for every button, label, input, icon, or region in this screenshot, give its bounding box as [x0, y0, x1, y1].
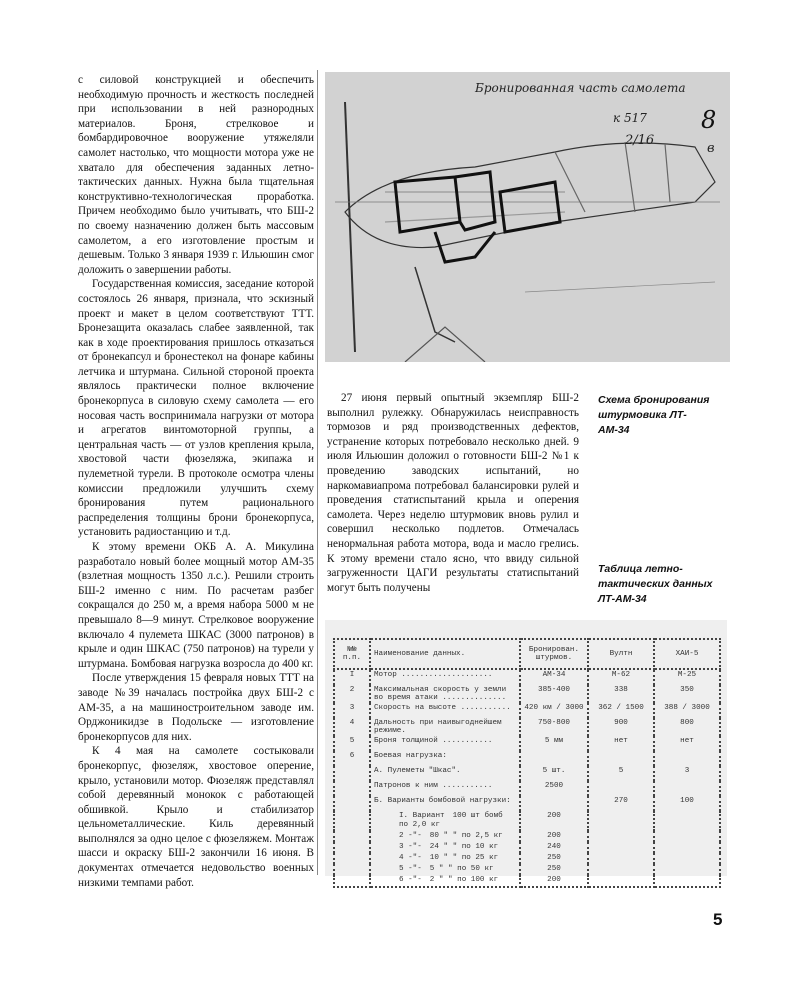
row-khai5: 3: [654, 766, 720, 781]
table-row: [334, 703, 720, 718]
bomb-variant-desc: [370, 811, 520, 831]
table-row: [334, 718, 720, 736]
header-armored: Бронирован. штурмов.: [520, 639, 588, 669]
bomb-variant-desc: [370, 864, 520, 875]
row-khai5: нет: [654, 736, 720, 751]
row-vultee: 270: [588, 796, 654, 811]
empty-cell: [654, 811, 720, 831]
handwritten-mark: в: [707, 141, 715, 156]
row-khai5: [654, 751, 720, 766]
header-khai5: ХАИ-5: [654, 639, 720, 669]
row-number: [334, 796, 370, 811]
bomb-variant-desc: [370, 853, 520, 864]
row-number: [334, 781, 370, 796]
empty-cell: [654, 842, 720, 853]
row-khai5: [654, 781, 720, 796]
empty-cell: [588, 875, 654, 887]
row-number: I: [334, 669, 370, 685]
empty-cell: [588, 842, 654, 853]
empty-cell: [334, 831, 370, 842]
variant-total-kg: 200: [520, 831, 588, 842]
table-row: [334, 796, 720, 811]
table-caption: Таблица летно-тактических данных ЛТ-АМ-34: [598, 563, 713, 605]
row-khai5: 100: [654, 796, 720, 811]
bomb-variant-row: [334, 864, 720, 875]
row-vultee: 900: [588, 718, 654, 736]
empty-cell: [334, 853, 370, 864]
bomb-variant-row: [334, 831, 720, 842]
variant-label: 4 -"-: [399, 854, 422, 862]
variant-label: I. Вариант: [399, 812, 445, 820]
variant-label: 3 -"-: [399, 843, 422, 851]
row-vultee: нет: [588, 736, 654, 751]
variant-bombs: 2 " " по 100 кг: [429, 876, 499, 884]
variant-total-kg: 200: [520, 875, 588, 887]
table-row: [334, 766, 720, 781]
variant-bombs: 80 " " по 2,5 кг: [429, 832, 503, 840]
empty-cell: [588, 811, 654, 831]
row-vultee: 5: [588, 766, 654, 781]
paragraph: К 4 мая на самолете состыковали бронекорпус, фюзеляж, хвостовое оперение, крыло, установили мотор. Фюзеляж представлял собой деревянный монокок с работающей обшивкой. Крыло и стабилизатор цельнометаллические. Киль деревянный выполнялся за одно целое с фюзеляжем. Монтаж шасси и окраску БШ-2 закончили 16 июня. В документах отмечается недовольство военных низкими темпами работ.: [78, 745, 314, 889]
variant-total-kg: 250: [520, 853, 588, 864]
row-number: 5: [334, 736, 370, 751]
row-khai5: М-25: [654, 669, 720, 685]
row-name: Патронов к ним ...........: [370, 781, 520, 796]
row-armored: 2500: [520, 781, 588, 796]
row-khai5: 800: [654, 718, 720, 736]
header-name: Наименование данных.: [370, 639, 520, 669]
variant-bombs: 5 " " по 50 кг: [429, 865, 494, 873]
paragraph: К этому времени ОКБ А. А. Микулина разработало новый более мощный мотор АМ-35 (взлетная мощность 1350 л.с.). Решили строить БШ-2 именно с ним. По расчетам разбег сокращался до 250 м, а время набора 5000 м не превышало 8—9 минут. Стрелковое вооружение включало 4 пулемета ШКАС (3000 патронов) в крыле и один ШКАС (750 патронов) на турели у штурмана. Бомбовая нагрузка возросла до 400 кг.: [78, 541, 314, 670]
variant-total-kg: 240: [520, 842, 588, 853]
row-number: [334, 766, 370, 781]
empty-cell: [654, 831, 720, 842]
column-divider: [317, 70, 318, 875]
row-armored: [520, 751, 588, 766]
armor-scheme-drawing: [325, 72, 730, 362]
row-vultee: 362 / 1500: [588, 703, 654, 718]
row-name: Броня толщиной ...........: [370, 736, 520, 751]
empty-cell: [334, 875, 370, 887]
row-number: 4: [334, 718, 370, 736]
paragraph: Государственная комиссия, заседание которой состоялось 26 января, признала, что эскизный проект и макет в целом соответствуют ТТТ. Бронезащита оказалась слабее заявленной, так как в ходе проектирования пришлось отказаться от бронекапсул и бронестекол на фонаре кабины летчика и штурмана. Сильной стороной проекта являлось практически полное включение бронекорпуса в силовую схему самолета — его носовая часть воспринимала нагрузки от мотора и агрегатов винтомоторной группы, а центральная часть — от узлов крепления крыла, хвостовой части фюзеляжа, экипажа и пулеметной турели. В протоколе осмотра члены комиссии предложили улучшить схему бронирования путем рационального распределения толщины брони бронекорпуса, установить радиостанцию и т.д.: [78, 278, 314, 539]
row-armored: АМ-34: [520, 669, 588, 685]
variant-label: 5 -"-: [399, 865, 422, 873]
table-row: [334, 669, 720, 685]
table-row: [334, 685, 720, 703]
row-armored: 420 км / 3000: [520, 703, 588, 718]
performance-table: [333, 638, 721, 888]
row-name: А. Пулеметы "Шкас".: [370, 766, 520, 781]
row-armored: 5 шт.: [520, 766, 588, 781]
handwritten-number: 8: [701, 106, 717, 134]
bomb-variant-row: [334, 811, 720, 831]
left-text-column: [78, 73, 314, 890]
row-number: 6: [334, 751, 370, 766]
bomb-variant-row: [334, 875, 720, 887]
empty-cell: [654, 864, 720, 875]
page-number: 5: [713, 910, 723, 929]
variant-label: 2 -"-: [399, 832, 422, 840]
handwritten-sheet: 2/16: [625, 133, 655, 148]
handwritten-ref: к 517: [613, 111, 647, 125]
performance-table-document: [325, 620, 727, 884]
aircraft-sketch: [325, 72, 730, 362]
header-number: №№ п.п.: [334, 639, 370, 669]
paragraph: 27 июня первый опытный экземпляр БШ-2 выполнил рулежку. Обнаружилась неисправность тормозов и ряд производственных дефектов, устранение которых потребовало несколько дней. 9 июля Ильюшин доложил о готовности БШ-2 №1 к проведению заводских испытаний, но наркомавиапрома потребовал балансировки рулей и проведения статиспытаний крыла и оперения самолета. Через неделю штурмовик вновь рулил и совершил несколько подлетов. Отмечалась ненормальная работа мотора, вода и масло грелись. К этому времени стало ясно, что ввиду сильной загруженности ЦАГИ результаты статиспытаний могут быть получены: [327, 392, 579, 594]
empty-cell: [654, 853, 720, 864]
empty-cell: [334, 842, 370, 853]
row-armored: 750-800: [520, 718, 588, 736]
table-row: [334, 781, 720, 796]
row-khai5: 350: [654, 685, 720, 703]
row-armored: 385-400: [520, 685, 588, 703]
variant-bombs: 100 шт бомб по 2,0 кг: [399, 812, 503, 829]
row-vultee: [588, 751, 654, 766]
empty-cell: [588, 864, 654, 875]
row-armored: 5 мм: [520, 736, 588, 751]
row-armored: [520, 796, 588, 811]
bomb-variant-desc: [370, 842, 520, 853]
row-number: 2: [334, 685, 370, 703]
row-khai5: 388 / 3000: [654, 703, 720, 718]
variant-label: 6 -"-: [399, 876, 422, 884]
bomb-variant-row: [334, 853, 720, 864]
paragraph: с силовой конструкцией и обеспечить необходимую прочность и жесткость последней при использовании в ней разнородных материалов. Броня, стрелковое и бомбардировочное вооружение утяжеляли самолет настолько, что мощности мотора уже не хватало для обеспечения заданных летно-тактических данных. Нужна была тщательная конструктивно-технологическая проработка. Причем необходимо было учитывать, что БШ-2 по своему назначению должен быть массовым самолетом, а его изготовление простым и дешевым. Только 3 января 1939 г. Ильюшин смог доложить о завершении работы.: [78, 74, 314, 276]
empty-cell: [654, 875, 720, 887]
empty-cell: [334, 811, 370, 831]
row-vultee: М-62: [588, 669, 654, 685]
variant-total-kg: 250: [520, 864, 588, 875]
row-number: 3: [334, 703, 370, 718]
row-name: Б. Варианты бомбовой нагрузки:: [370, 796, 520, 811]
drawing-caption: Схема бронирования штурмовика ЛТ-АМ-34: [598, 394, 710, 436]
row-name: Боевая нагрузка:: [370, 751, 520, 766]
variant-bombs: 24 " " по 10 кг: [429, 843, 499, 851]
row-name: Мотор ....................: [370, 669, 520, 685]
bomb-variant-row: [334, 842, 720, 853]
variant-total-kg: 200: [520, 811, 588, 831]
table-row: [334, 736, 720, 751]
header-vultee: Вултн: [588, 639, 654, 669]
paragraph: После утверждения 15 февраля новых ТТТ на заводе №39 началась постройка двух БШ-2 с АМ-35, а на машиностроительном заводе им. Орджоникидзе в Подольске — изготовление бронекорпусов для них.: [78, 672, 314, 743]
row-name: Скорость на высоте ...........: [370, 703, 520, 718]
row-vultee: 338: [588, 685, 654, 703]
bomb-variant-desc: [370, 831, 520, 842]
row-name: Максимальная скорость у земли во время атаки ..............: [370, 685, 520, 703]
row-name: Дальность при наивыгоднейшем режиме.: [370, 718, 520, 736]
table-row: [334, 751, 720, 766]
middle-text-column: [327, 391, 579, 595]
empty-cell: [334, 864, 370, 875]
variant-bombs: 10 " " по 25 кг: [429, 854, 499, 862]
handwritten-title: Бронированная часть самолета: [475, 81, 686, 95]
empty-cell: [588, 853, 654, 864]
bomb-variant-desc: [370, 875, 520, 887]
empty-cell: [588, 831, 654, 842]
row-vultee: [588, 781, 654, 796]
